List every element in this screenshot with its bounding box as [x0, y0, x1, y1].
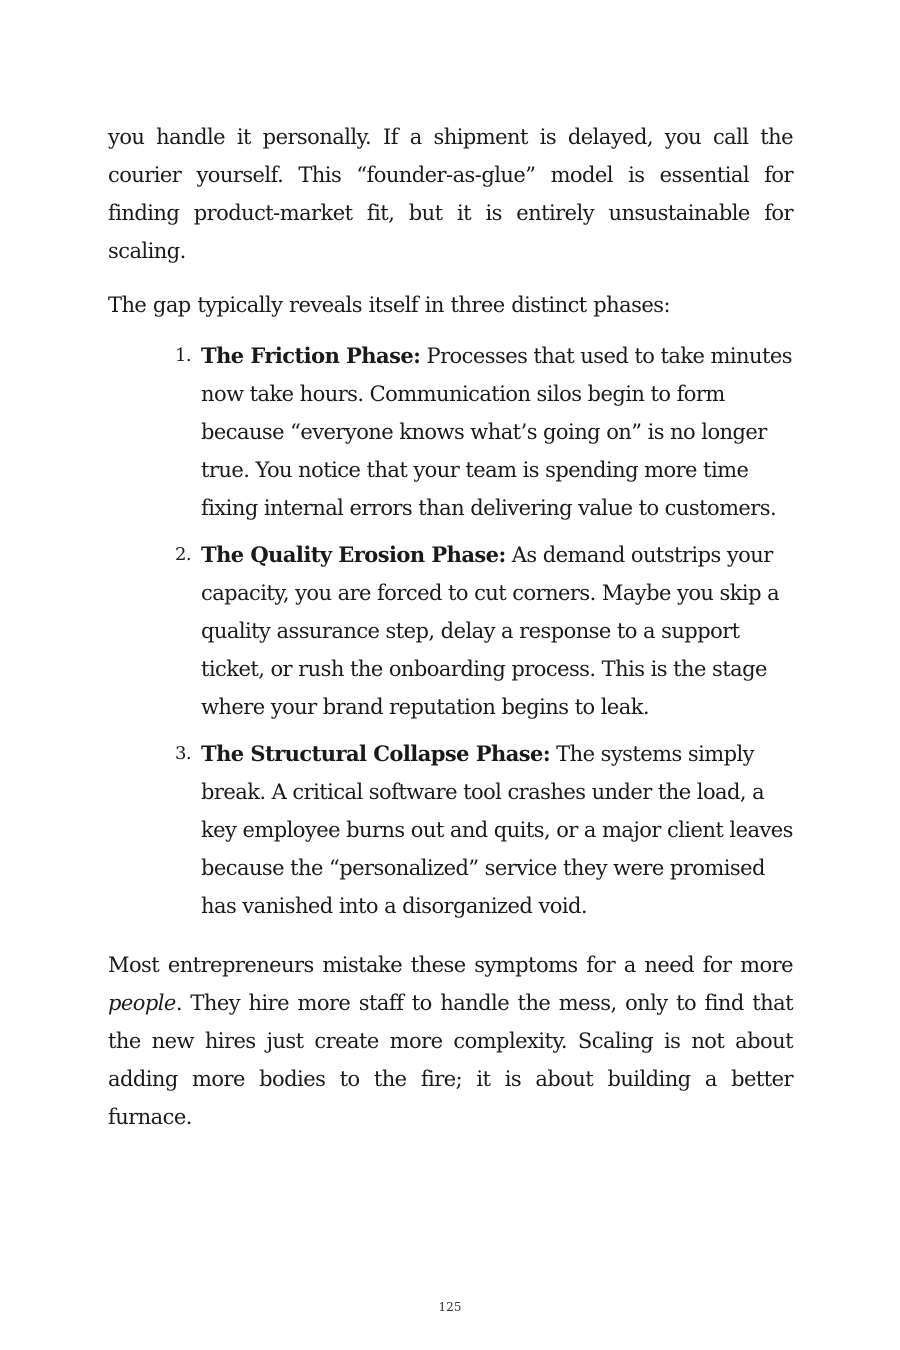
list-number: 3.	[175, 743, 192, 764]
list-number: 2.	[175, 544, 192, 565]
closing-emphasis: people	[108, 991, 176, 1015]
phase-description: The systems simply break. A critical software tool crashes under the load, a key employee burns out and quits, or a major client leaves because the “personalized” service they were promised has vanished into a disorganized void.	[201, 742, 793, 918]
phase-title: The Quality Erosion Phase:	[201, 542, 506, 567]
closing-text-end: . They hire more staff to handle the mess, only to find that the new hires just create more complexity. Scaling is not about adding more bodies to the fire; it is about building a better furnace.	[108, 991, 793, 1129]
list-item-structural-collapse-phase	[175, 735, 793, 925]
phase-title: The Structural Collapse Phase:	[201, 741, 551, 766]
list-number: 1.	[175, 345, 192, 366]
list-item-quality-erosion-phase	[175, 536, 793, 726]
list-item-friction-phase	[175, 337, 793, 527]
page-number: 125	[438, 1300, 462, 1314]
closing-paragraph	[108, 946, 793, 1136]
closing-text-start: Most entrepreneurs mistake these symptoms for a need for more	[108, 953, 793, 977]
phase-description: Processes that used to take minutes now take hours. Communication silos begin to form because “everyone knows what’s going on” is no longer true. You notice that your team is spending more time fixing internal errors than delivering value to customers.	[201, 344, 792, 520]
phases-list	[108, 337, 793, 925]
opening-paragraph: you handle it personally. If a shipment is delayed, you call the courier yourself. This “founder-as-glue” model is essential for finding product-market fit, but it is entirely unsustainable for scaling.	[108, 125, 793, 263]
phase-description: As demand outstrips your capacity, you are forced to cut corners. Maybe you skip a quality assurance step, delay a response to a support ticket, or rush the onboarding process. This is the stage where your brand reputation begins to leak.	[201, 543, 780, 719]
phase-title: The Friction Phase:	[201, 343, 421, 368]
page-content	[108, 118, 793, 1136]
phases-intro-paragraph: The gap typically reveals itself in three distinct phases:	[108, 293, 670, 317]
